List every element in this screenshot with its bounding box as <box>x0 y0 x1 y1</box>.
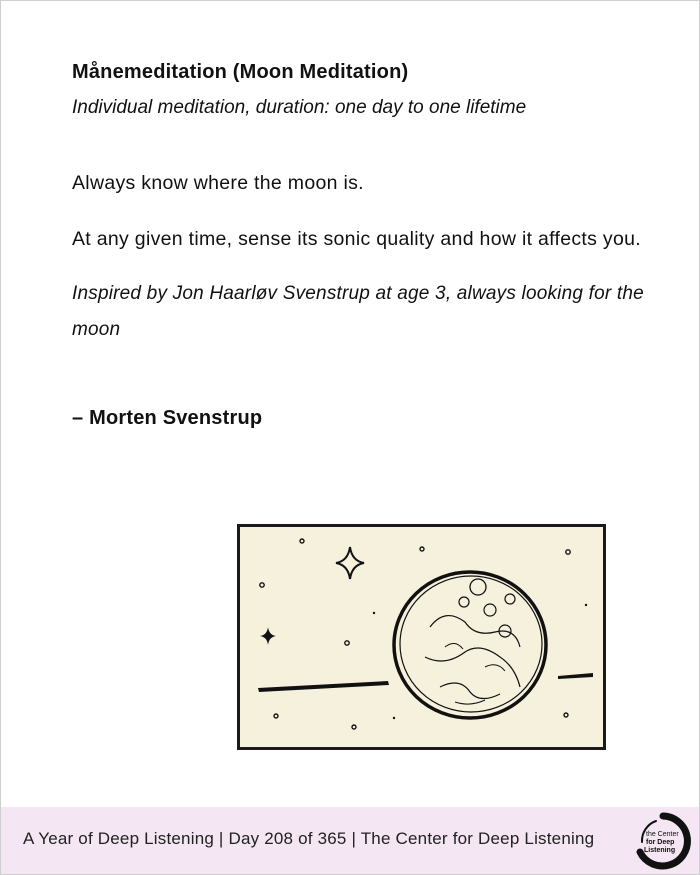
center-for-deep-listening-logo <box>634 812 692 870</box>
svg-text:Listening <box>644 847 675 854</box>
main-content <box>72 58 652 432</box>
page-subtitle: Individual meditation, duration: one day to one lifetime <box>72 97 527 118</box>
page-title: Månemeditation (Moon Meditation) <box>72 61 409 83</box>
footer-bar <box>1 807 699 874</box>
logo-line-2: for Deep <box>646 839 675 846</box>
instruction-paragraph-2: At any given time, sense its sonic quality and how it affects you. <box>72 228 641 250</box>
svg-text:for Deep <box>646 839 674 846</box>
logo-line-3: Listening <box>644 847 676 854</box>
author-credit: – Morten Svenstrup <box>72 407 263 429</box>
instruction-paragraph-1: Always know where the moon is. <box>72 172 364 194</box>
inspiration-note: Inspired by Jon Haarløv Svenstrup at age 3, always looking for the moon <box>72 283 644 340</box>
footer-text: A Year of Deep Listening | Day 208 of 365 | The Center for Deep Listening <box>23 829 595 848</box>
logo-line-1: the Center <box>646 831 679 838</box>
svg-text:the Center <box>646 831 679 838</box>
moon-drawing-icon <box>237 524 606 750</box>
